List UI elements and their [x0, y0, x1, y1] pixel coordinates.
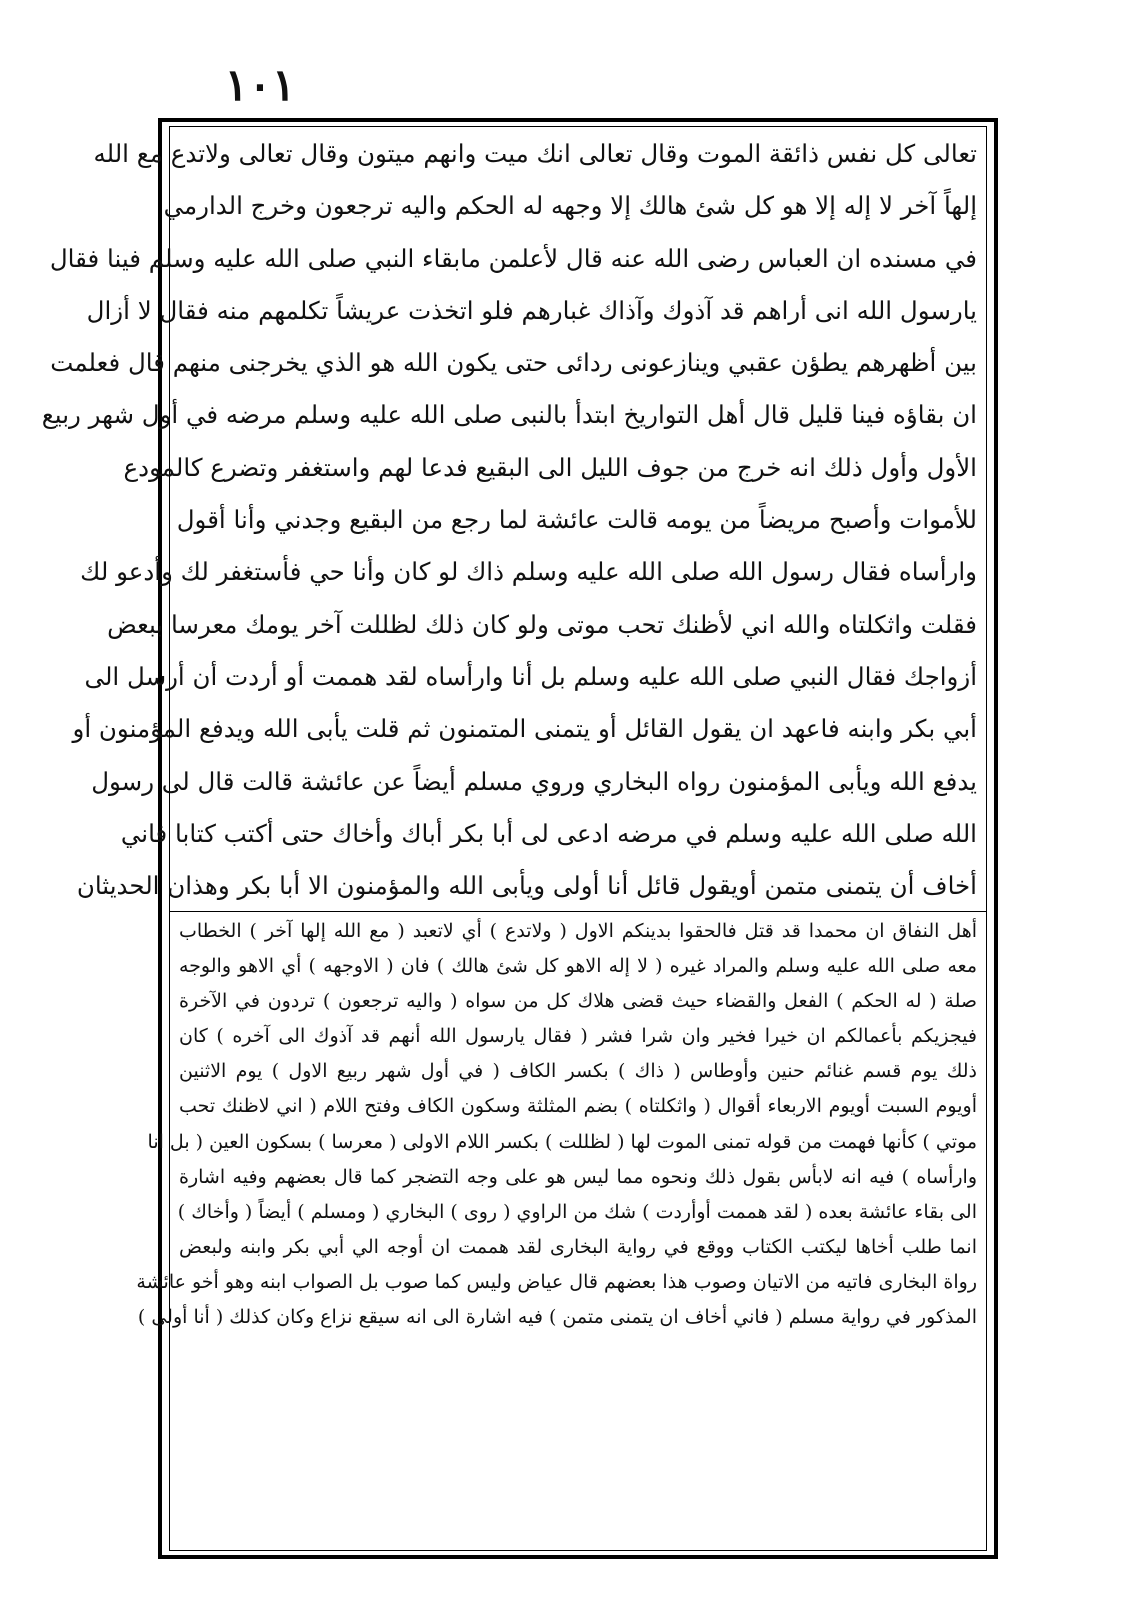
- main-text-line: أبي بكر وابنه فاعهد ان يقول القائل أو يتمنى المتمنون ثم قلت يأبى الله ويدفع المؤمنون أو: [72, 714, 977, 744]
- commentary-text: [136, 914, 977, 1546]
- main-text-line: في مسنده ان العباس رضى الله عنه قال لأعلمن مابقاء النبي صلى الله عليه وسلم فينا فقال: [49, 243, 977, 273]
- main-text-line: أزواجك فقال النبي صلى الله عليه وسلم بل أنا وارأساه لقد هممت أو أردت أن أرسل الى: [84, 661, 977, 691]
- commentary-line: معه صلى الله عليه وسلم والمراد غيره ( لا إله الاهو كل شئ هالك ) فان ( الاوجهه ) أي الاهو والوجه: [179, 955, 977, 978]
- commentary-line: فيجزيكم بأعمالكم ان خيرا فخير وان شرا فشر ( فقال يارسول الله أنهم قد آذوك الى آخره ) كان: [179, 1025, 977, 1048]
- main-text-line: يدفع الله ويأبى المؤمنون رواه البخاري وروي مسلم أيضاً عن عائشة قالت قال لى رسول: [91, 766, 977, 796]
- main-text-line: بين أظهرهم يطؤن عقبي وينازعونى ردائى حتى يكون الله هو الذي يخرجنى منهم قال فعلمت: [50, 348, 977, 378]
- main-text-line: يارسول الله انى أراهم قد آذوك وآذاك غبارهم فلو اتخذت عريشاً تكلمهم منه فقال لا أزال: [86, 295, 977, 325]
- page-number: ١٠١: [224, 60, 296, 111]
- main-text-line: أخاف أن يتمنى متمن أويقول قائل أنا أولى ويأبى الله والمؤمنون الا أبا بكر وهذان الحديثان: [76, 871, 977, 901]
- main-text-line: إلهاً آخر لا إله إلا هو كل شئ هالك إلا وجهه له الحكم واليه ترجعون وخرج الدارمي: [163, 191, 977, 221]
- commentary-line: أويوم السبت أويوم الاربعاء أقوال ( واثكلتاه ) بضم المثلثة وسكون الكاف وفتح اللام ( اني لاظنك تحب: [179, 1095, 977, 1118]
- main-text: [41, 128, 977, 908]
- main-text-line: ان بقاؤه فينا قليل قال أهل التواريخ ابتدأ بالنبى صلى الله عليه وسلم مرضه في أول شهر ربيع: [41, 400, 977, 430]
- main-text-line: للأموات وأصبح مريضاً من يومه قالت عائشة لما رجع من البقيع وجدني وأنا أقول: [176, 505, 977, 535]
- main-text-line: الأول وأول ذلك انه خرج من جوف الليل الى البقيع فدعا لهم واستغفر وتضرع كالمودع: [123, 452, 977, 482]
- commentary-line: ذلك يوم قسم غنائم حنين وأوطاس ( ذاك ) بكسر الكاف ( في أول شهر ربيع الاول ) يوم الاثنين: [179, 1060, 977, 1083]
- commentary-line: انما طلب أخاها ليكتب الكتاب ووقع في رواية البخارى لقد هممت ان أوجه الي أبي بكر وابنه ولبعض: [179, 1235, 977, 1258]
- commentary-line: رواة البخارى فاتيه من الاتيان وصوب هذا بعضهم قال عياض وليس كما صوب بل الصواب ابنه وهو أخو عائشة: [136, 1270, 977, 1293]
- commentary-line: الى بقاء عائشة بعده ( لقد هممت أوأردت ) شك من الراوي ( روى ) البخاري ( ومسلم ) أيضاً ( وأخاك ): [177, 1200, 977, 1223]
- commentary-line: صلة ( له الحكم ) الفعل والقضاء حيث قضى هلاك كل من سواه ( واليه ترجعون ) تردون في الآخرة: [179, 990, 977, 1013]
- section-divider: [170, 911, 986, 912]
- commentary-line: وارأساه ) فيه انه لابأس بقول ذلك ونحوه مما ليس هو على وجه التضجر كما قال بعضهم وفيه اشارة: [179, 1165, 977, 1188]
- main-text-line: تعالى كل نفس ذائقة الموت وقال تعالى انك ميت وانهم ميتون وقال تعالى ولاتدع مع الله: [93, 139, 977, 168]
- main-text-line: الله صلى الله عليه وسلم في مرضه ادعى لى أبا بكر أباك وأخاك حتى أكتب كتابا فاني: [120, 818, 977, 848]
- commentary-line: أهل النفاق ان محمدا قد قتل فالحقوا بدينكم الاول ( ولاتدع ) أي لاتعبد ( مع الله إلها آخر ) الخطاب: [179, 920, 977, 942]
- main-text-line: فقلت واثكلتاه والله اني لأظنك تحب موتى ولو كان ذلك لظللت آخر يومك معرسا ببعض: [107, 609, 977, 639]
- commentary-line: المذكور في رواية مسلم ( فاني أخاف ان يتمنى متمن ) فيه اشارة الى انه سيقع نزاع وكان كذلك ( أنا أولى ): [137, 1306, 977, 1329]
- main-text-line: وارأساه فقال رسول الله صلى الله عليه وسلم ذاك لو كان وأنا حي فأستغفر لك وأدعو لك: [80, 557, 977, 587]
- commentary-line: موتي ) كأنها فهمت من قوله تمنى الموت لها ( لظللت ) بكسر اللام الاولى ( معرسا ) بسكون العين ( بل انا: [147, 1130, 977, 1153]
